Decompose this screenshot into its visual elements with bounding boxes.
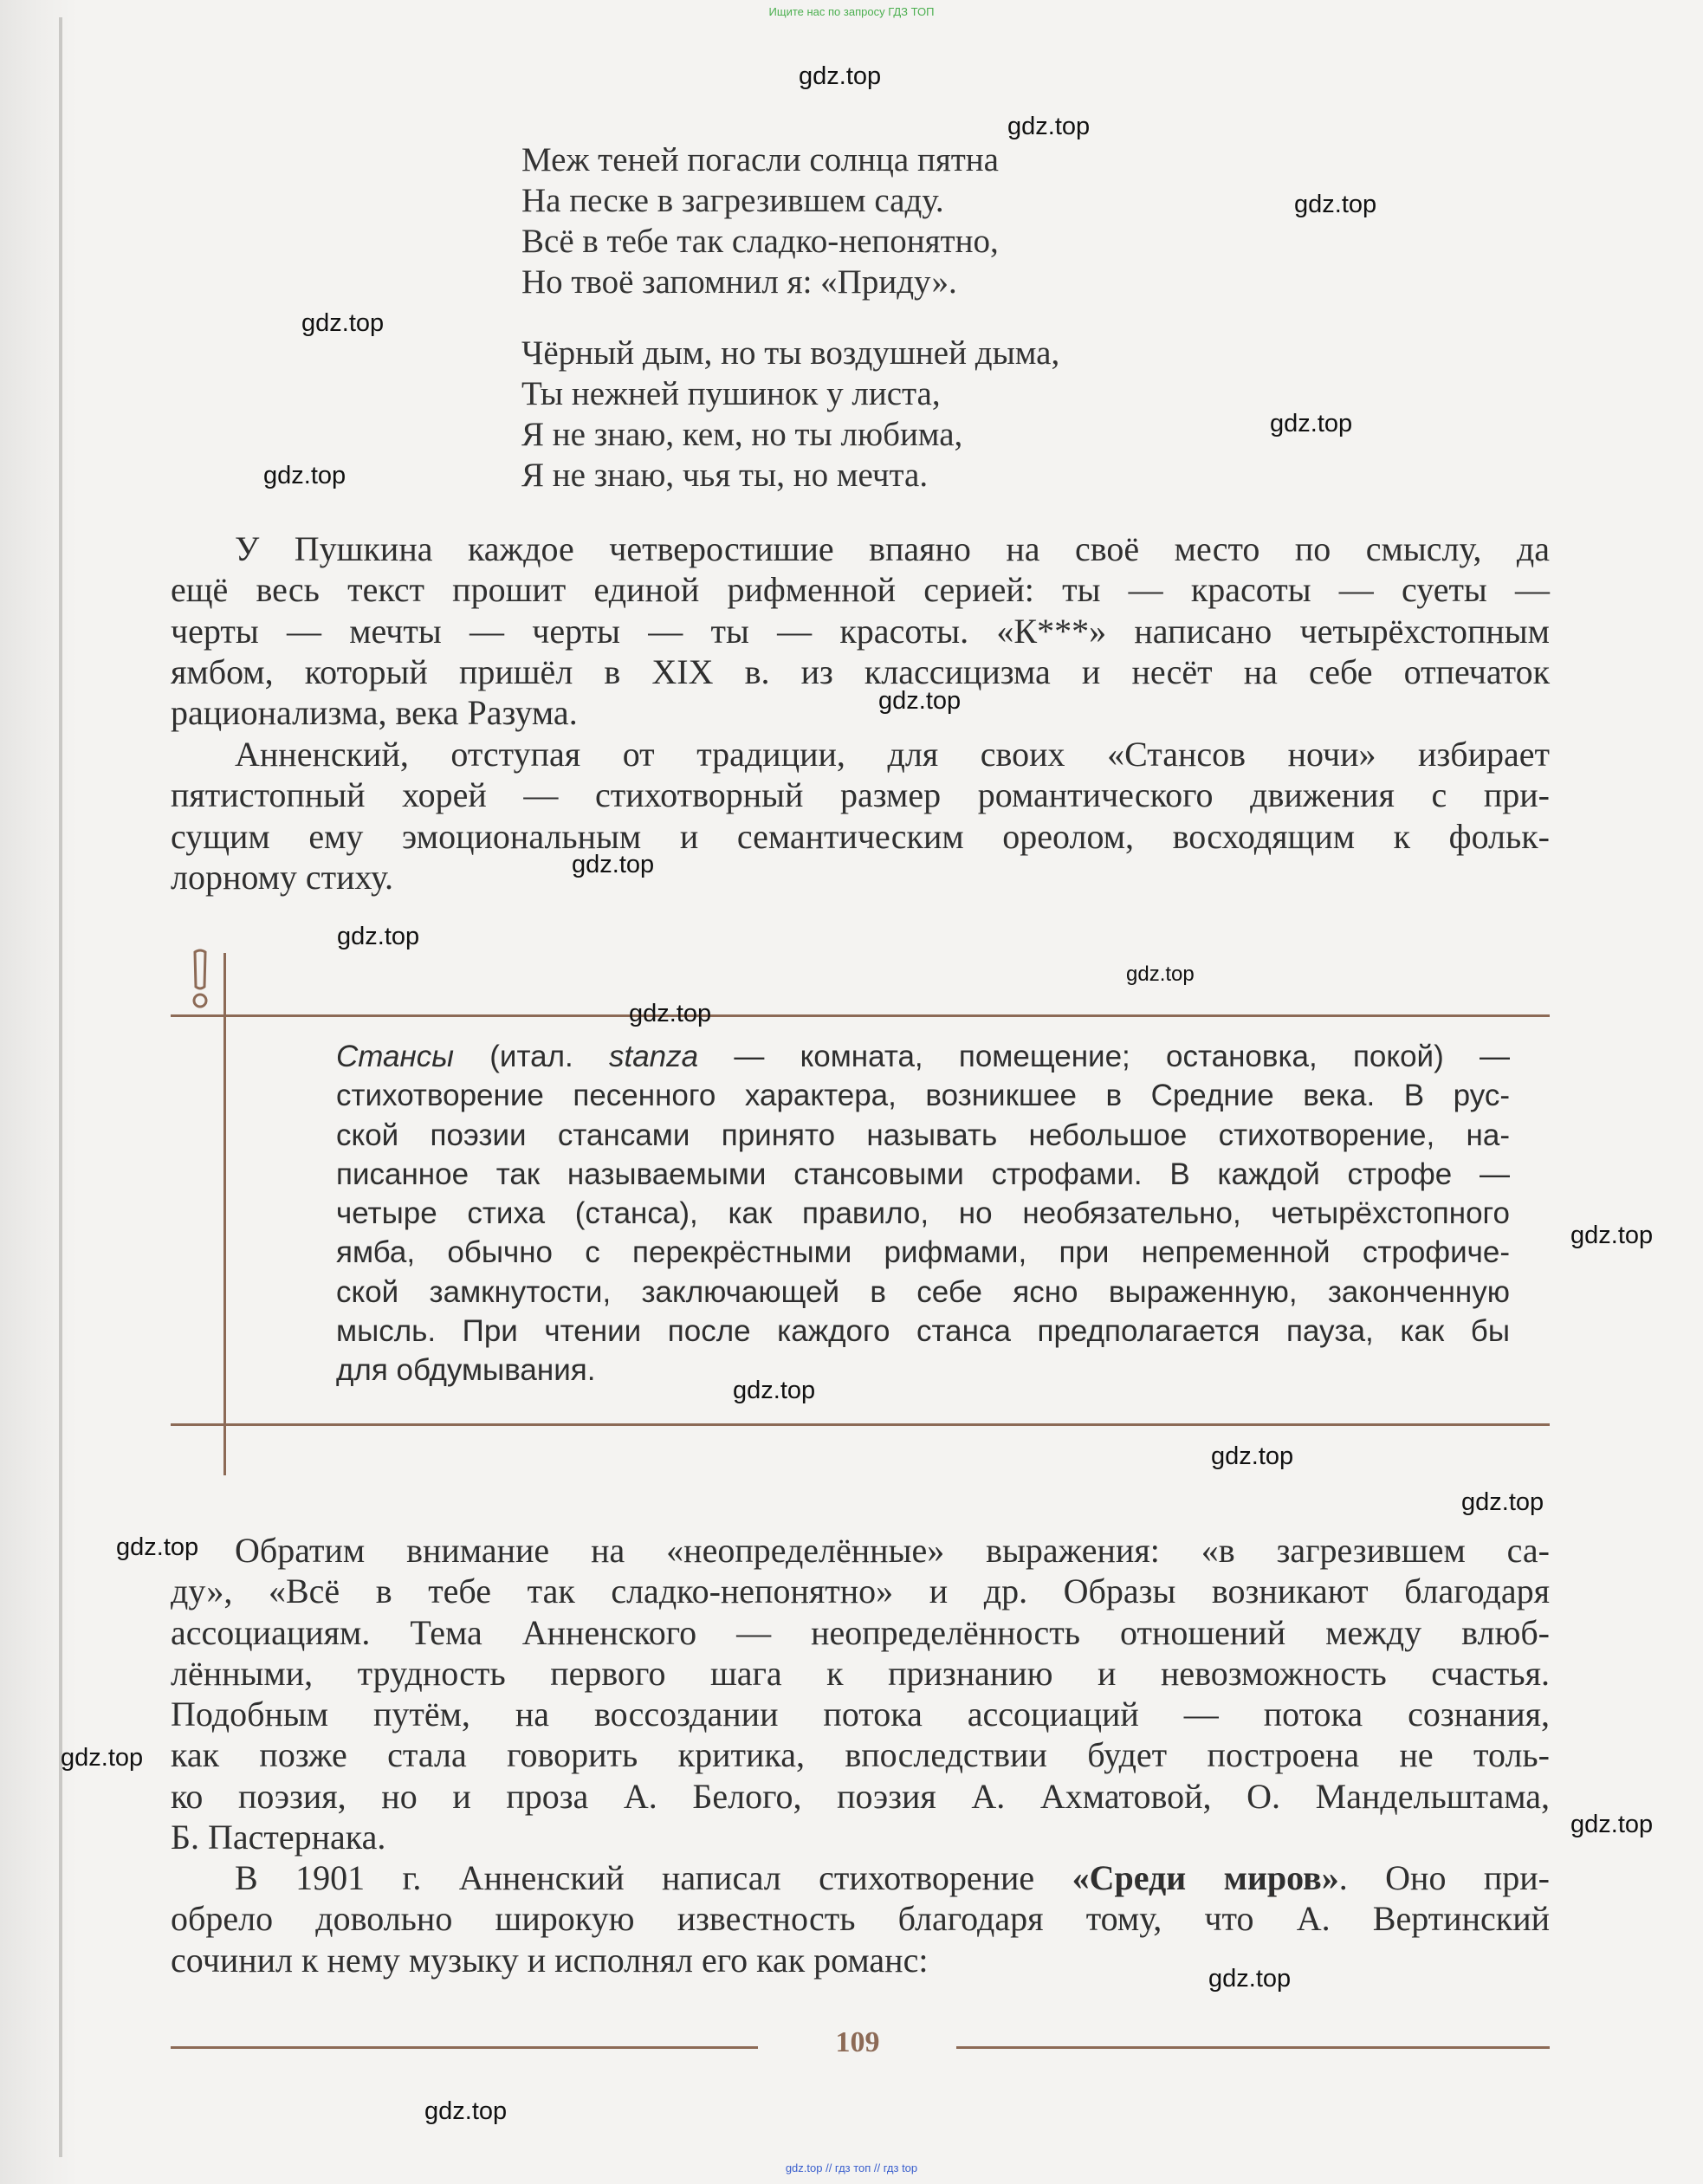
text-line: Обратим внимание на «неопределённые» выражения: «в загрезившем са- <box>235 1531 1550 1570</box>
text-line: лёнными, трудность первого шага к признанию и невозможность счастья. <box>171 1653 1550 1693</box>
definition-first-line: Стансы (итал. stanza — комната, помещение; остановка, покой) — <box>336 1040 1510 1073</box>
exclamation-icon <box>185 949 215 1011</box>
poem-line: Я не знаю, кем, но ты любима, <box>521 416 963 453</box>
page-number: 109 <box>835 2026 880 2058</box>
poem-line: Я не знаю, чья ты, но мечта. <box>521 457 929 494</box>
text-line: Подобным путём, на воссоздании потока ассоциаций — потока сознания, <box>171 1695 1550 1734</box>
watermark: gdz.top <box>424 2097 508 2125</box>
watermark: gdz.top <box>799 62 882 90</box>
poem-stanza-2 <box>521 333 1301 496</box>
text-line: ямба, обычно с перекрёстными рифмами, при непременной строфиче- <box>336 1235 1510 1270</box>
definition-term: Стансы <box>336 1040 455 1073</box>
text-line: ещё весь текст прошит единой рифменной серией: ты — красоты — суеты — <box>171 570 1550 610</box>
text-line: Б. Пастернака. <box>171 1818 386 1857</box>
text-line: четыре стиха (станса), как правило, но необязательно, четырёхстопного <box>336 1196 1510 1231</box>
text-line: писанное так называемыми стансовыми строфами. В каждой строфе — <box>336 1157 1510 1191</box>
text-line: стихотворение песенного характера, возникшее в Средние века. В рус- <box>336 1079 1510 1113</box>
text-line: ской замкнутости, заключающей в себе ясно выраженную, законченную <box>336 1274 1510 1309</box>
text-line: для обдумывания. <box>336 1353 596 1388</box>
spine-shadow <box>0 0 78 2184</box>
text-line: ассоциациям. Тема Анненского — неопределённость отношений между влюб- <box>171 1612 1550 1652</box>
text-line: как позже стала говорить критика, впоследствии будет построена не толь- <box>171 1735 1550 1775</box>
poem-line: На песке в загрезившем саду. <box>521 182 944 219</box>
poem-stanza-1 <box>521 139 1301 302</box>
definition-stanzas <box>336 1037 1510 1390</box>
note-bottom-rule <box>171 1423 1550 1426</box>
top-banner[interactable]: Ищите нас по запросу ГДЗ ТОП <box>768 5 935 18</box>
watermark: gdz.top <box>301 309 385 337</box>
poem-line: Но твоё запомнил я: «Приду». <box>521 263 957 301</box>
text-line: черты — мечты — черты — ты — красоты. «К***» написано четырёхстопным <box>171 611 1550 651</box>
note-top-rule <box>171 1014 1550 1017</box>
watermark: gdz.top <box>572 851 655 878</box>
watermark: gdz.top <box>263 462 346 489</box>
watermark: gdz.top <box>733 1377 816 1404</box>
poem-title: «Среди миров» <box>1072 1858 1339 1897</box>
text-line: пятистопный хорей — стихотворный размер романтического движения с при- <box>171 775 1550 815</box>
bottom-banner[interactable]: gdz.top // гдз топ // гдз top <box>785 2161 918 2174</box>
paragraph-pushkin <box>171 528 1550 733</box>
text-line: У Пушкина каждое четверостишие впаяно на своё место по смыслу, да <box>235 529 1550 568</box>
text-line: мысль. При чтении после каждого станса предполагается пауза, как бы <box>336 1314 1510 1349</box>
watermark: gdz.top <box>629 1000 712 1027</box>
text-line: В 1901 г. Анненский написал стихотворение «Среди миров». Оно при- <box>235 1858 1550 1897</box>
watermark: gdz.top <box>1007 113 1091 140</box>
watermark: gdz.top <box>1208 1965 1292 1993</box>
paragraph-annensky-meter <box>171 734 1550 898</box>
watermark: gdz.top <box>1570 1811 1654 1838</box>
watermark: gdz.top <box>1461 1488 1544 1516</box>
text-line: ской поэзии стансами принято называть небольшое стихотворение, на- <box>336 1118 1510 1152</box>
poem-line: Ты нежней пушинок у листа, <box>521 375 941 412</box>
watermark: gdz.top <box>116 1533 199 1561</box>
text-line: лорному стиху. <box>171 857 394 897</box>
text-line: ду», «Всё в тебе так сладко-непонятно» и др. Образы возникают благодаря <box>171 1572 1550 1611</box>
poem-line: Меж теней погасли солнца пятна <box>521 141 999 178</box>
text-line: сущим ему эмоциональным и семантическим ореолом, восходящим к фольк- <box>171 816 1550 856</box>
watermark: gdz.top <box>1126 962 1195 986</box>
paragraph-sredi-mirov <box>171 1857 1550 1980</box>
text-line: ямбом, который пришёл в XIX в. из классицизма и несёт на себе отпечаток <box>171 651 1550 691</box>
poem-line: Всё в тебе так сладко-непонятно, <box>521 223 999 260</box>
text-line: обрело довольно широкую известность благодаря тому, что А. Вертинский <box>171 1899 1550 1939</box>
watermark: gdz.top <box>61 1744 144 1772</box>
watermark: gdz.top <box>1211 1442 1294 1470</box>
watermark: gdz.top <box>878 687 962 715</box>
text-line: Анненский, отступая от традиции, для своих «Стансов ночи» избирает <box>235 735 1550 774</box>
poem-line: Чёрный дым, но ты воздушней дыма, <box>521 334 1060 372</box>
watermark: gdz.top <box>337 923 420 950</box>
text-line: рационализма, века Разума. <box>171 693 578 733</box>
watermark: gdz.top <box>1294 191 1377 218</box>
note-vertical-rule <box>223 953 226 1475</box>
watermark: gdz.top <box>1570 1222 1654 1249</box>
watermark: gdz.top <box>1270 410 1353 437</box>
page-number-rule-left <box>171 2046 758 2049</box>
paragraph-associations <box>171 1530 1550 1857</box>
page-number-rule-right <box>956 2046 1550 2049</box>
text-line: сочинил к нему музыку и исполнял его как романс: <box>171 1940 929 1980</box>
spine-line <box>59 17 62 2157</box>
text-line: ко поэзия, но и проза А. Белого, поэзия А. Ахматовой, О. Мандельштама, <box>171 1776 1550 1816</box>
